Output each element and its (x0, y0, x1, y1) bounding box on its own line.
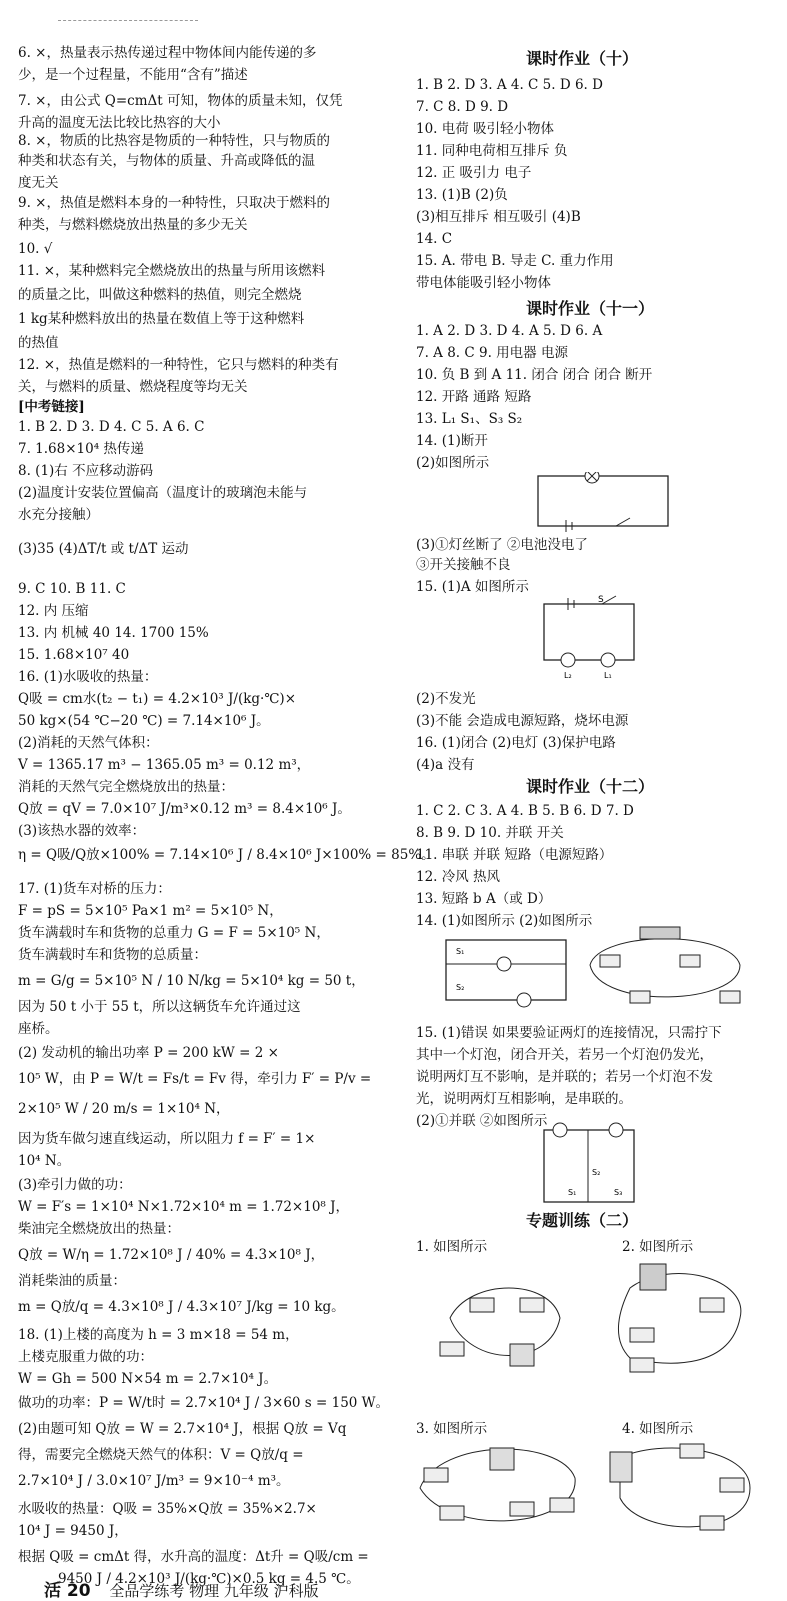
figure-1 (430, 1258, 580, 1388)
answer-line: 升高的温度无法比较比热容的大小 (18, 115, 221, 131)
answer-line: 根据 Q吸 = cmΔt 得，水升高的温度：Δt升 = Q吸/cm = (18, 1549, 369, 1565)
answer-line: η = Q吸/Q放×100% = 7.14×10⁶ J / 8.4×10⁶ J×100% = 85%。 (18, 847, 435, 863)
answer-line: 18. (1)上楼的高度为 h = 3 m×18 = 54 m， (18, 1327, 299, 1343)
answer-line: 光，说明两灯互相影响，是串联的。 (416, 1091, 632, 1107)
answer-line: ③开关接触不良 (416, 557, 511, 573)
answer-line: W = Gh = 500 N×54 m = 2.7×10⁴ J。 (18, 1371, 278, 1387)
answer-line: 3. 如图所示 (416, 1421, 488, 1437)
answer-line: 10⁴ N。 (18, 1153, 71, 1169)
page-number: 活 20 (44, 1581, 91, 1601)
answer-line: 说明两灯互不影响，是并联的；若另一个灯泡不发 (416, 1069, 713, 1085)
answer-line: 10⁵ W，由 P = W/t = Fs/t = Fv 得，牵引力 F′ = P/v = (18, 1071, 372, 1087)
answer-line: 9. ×，热值是燃料本身的一种特性，只取决于燃料的 (18, 195, 330, 211)
answer-line: 14. C (416, 231, 453, 247)
circuit-figure-14-1 (440, 930, 575, 1010)
answer-line: 因为货车做匀速直线运动，所以阻力 f = F′ = 1× (18, 1131, 316, 1147)
answer-line: 7. A 8. C 9. 用电器 电源 (416, 345, 568, 361)
answer-line: 8. ×，物质的比热容是物质的一种特性，只与物质的 (18, 133, 330, 149)
svg-text:S₂: S₂ (592, 1168, 601, 1177)
answer-line: 13. 内 机械 40 14. 1700 15% (18, 625, 209, 641)
answer-line: 13. (1)B (2)负 (416, 187, 508, 203)
svg-text:S₁: S₁ (456, 947, 465, 956)
answer-line: F = pS = 5×10⁵ Pa×1 m² = 5×10⁵ N， (18, 903, 283, 919)
answer-line: (2)①并联 ②如图所示 (416, 1113, 548, 1129)
page-footer (44, 1576, 319, 1601)
answer-line: Q放 = W/η = 1.72×10⁸ J / 40% = 4.3×10⁸ J， (18, 1247, 325, 1263)
answer-line: 因为 50 t 小于 55 t，所以这辆货车允许通过这 (18, 999, 301, 1015)
answer-line: 15. 1.68×10⁷ 40 (18, 647, 130, 663)
answer-line: 15. (1)错误 如果要验证两灯的连接情况，只需拧下 (416, 1025, 722, 1041)
answer-line: Q吸 = cm水(t₂ − t₁) = 4.2×10³ J/(kg·℃)× (18, 691, 297, 707)
answer-line: 2×10⁵ W / 20 m/s = 1×10⁴ N， (18, 1101, 230, 1117)
svg-text:S₁: S₁ (568, 1188, 577, 1197)
svg-text:L₁: L₁ (604, 671, 612, 680)
answer-line: 1 kg某种燃料放出的热量在数值上等于这种燃料 (18, 311, 305, 327)
answer-line: 7. 1.68×10⁴ 热传递 (18, 441, 144, 457)
answer-line: 14. (1)断开 (416, 433, 488, 449)
section-heading: 课时作业（十） (526, 49, 639, 68)
answer-line: 关，与燃料的质量、燃烧程度等均无关 (18, 379, 248, 395)
answer-line: 8. B 9. D 10. 并联 开关 (416, 825, 564, 841)
section-heading: 专题训练（二） (526, 1211, 639, 1230)
answer-line: (3)不能 会造成电源短路，烧坏电源 (416, 713, 629, 729)
answer-line: 10⁴ J = 9450 J， (18, 1523, 128, 1539)
section-heading: 课时作业（十一） (526, 299, 655, 318)
answer-line: 消耗的天然气完全燃烧放出的热量： (18, 779, 234, 795)
answer-line: (3)该热水器的效率： (18, 823, 146, 839)
svg-text:S₃: S₃ (614, 1188, 623, 1197)
answer-line: (2)消耗的天然气体积： (18, 735, 159, 751)
answer-line: 15. A. 带电 B. 导走 C. 重力作用 (416, 253, 614, 269)
answer-line: 7. ×，由公式 Q=cmΔt 可知，物体的质量未知，仅凭 (18, 93, 343, 109)
circuit-figure-14-2 (580, 925, 750, 1015)
answer-line: 15. (1)A 如图所示 (416, 579, 529, 595)
book-title: 全品学练考 物理 九年级 沪科版 (109, 1582, 319, 1600)
answer-line: (2)如图所示 (416, 455, 490, 471)
answer-line: 16. (1)闭合 (2)电灯 (3)保护电路 (416, 735, 616, 751)
answer-line: 水吸收的热量：Q吸 = 35%×Q放 = 35%×2.7× (18, 1501, 317, 1517)
section-heading: 课时作业（十二） (526, 777, 655, 796)
svg-text:L₂: L₂ (564, 671, 572, 680)
answer-line: 得，需要完全燃烧天然气的体积：V = Q放/q = (18, 1447, 304, 1463)
circuit-figure-15-2 (540, 1120, 640, 1210)
answer-line: (3)相互排斥 相互吸引 (4)B (416, 209, 581, 225)
svg-text:S: S (598, 595, 604, 605)
answer-line: (3)牵引力做的功： (18, 1177, 132, 1193)
answer-line: 消耗柴油的质量： (18, 1273, 126, 1289)
answer-line: 14. (1)如图所示 (2)如图所示 (416, 913, 593, 929)
answer-line: 货车满载时车和货物的总重力 G = F = 5×10⁵ N， (18, 925, 330, 941)
answer-line: V = 1365.17 m³ − 1365.05 m³ = 0.12 m³， (18, 757, 311, 773)
answer-line: 的热值 (18, 335, 59, 351)
left-last-line: 9450 J / 4.2×10³ J/(kg·℃)×0.5 kg = 4.5 ℃。 (58, 1571, 360, 1587)
answer-line: m = Q放/q = 4.3×10⁸ J / 4.3×10⁷ J/kg = 10 kg。 (18, 1299, 345, 1315)
answer-line: 10. 电荷 吸引轻小物体 (416, 121, 555, 137)
answer-line: (2)不发光 (416, 691, 476, 707)
circuit-figure-14 (536, 472, 671, 532)
answer-line: 4. 如图所示 (622, 1421, 694, 1437)
answer-line: (3)35 (4)ΔT/t 或 t/ΔT 运动 (18, 541, 189, 557)
answer-line: [中考链接] (18, 399, 85, 415)
answer-line: 12. 内 压缩 (18, 603, 89, 619)
answer-line: 16. (1)水吸收的热量： (18, 669, 158, 685)
answer-line: 度无关 (18, 175, 59, 191)
answer-line: Q放 = qV = 7.0×10⁷ J/m³×0.12 m³ = 8.4×10⁶ J。 (18, 801, 351, 817)
answer-line: 6. ×，热量表示热传递过程中物体间内能传递的多 (18, 45, 317, 61)
figure-2 (610, 1258, 760, 1388)
answer-line: 10. √ (18, 241, 53, 257)
figure-3 (410, 1438, 585, 1543)
answer-line: 10. 负 B 到 A 11. 闭合 闭合 闭合 断开 (416, 367, 653, 383)
answer-line: 货车满载时车和货物的总质量： (18, 947, 207, 963)
answer-line: 13. L₁ S₁、S₃ S₂ (416, 411, 523, 427)
answer-line: 12. 正 吸引力 电子 (416, 165, 532, 181)
answer-line: 种类，与燃料燃烧放出热量的多少无关 (18, 217, 248, 233)
answer-line: (3)①灯丝断了 ②电池没电了 (416, 537, 588, 553)
answer-line: 1. B 2. D 3. A 4. C 5. D 6. D (416, 77, 603, 93)
answer-line: 其中一个灯泡，闭合开关，若另一个灯泡仍发光， (416, 1047, 713, 1063)
answer-line: 2. 如图所示 (622, 1239, 694, 1255)
answer-line: 9. C 10. B 11. C (18, 581, 126, 597)
answer-line: 7. C 8. D 9. D (416, 99, 509, 115)
answer-line: 带电体能吸引轻小物体 (416, 275, 551, 291)
answer-line: (2) 发动机的输出功率 P = 200 kW = 2 × (18, 1045, 279, 1061)
answer-line: 12. 冷风 热风 (416, 869, 501, 885)
answer-line: 11. ×，某种燃料完全燃烧放出的热量与所用该燃料 (18, 263, 326, 279)
figure-4 (600, 1438, 760, 1543)
answer-line: (2)由题可知 Q放 = W = 2.7×10⁴ J，根据 Q放 = Vq (18, 1421, 347, 1437)
answer-line: 1. C 2. C 3. A 4. B 5. B 6. D 7. D (416, 803, 634, 819)
answer-line: 8. (1)右 不应移动游码 (18, 463, 154, 479)
answer-line: W = F′s = 1×10⁴ N×1.72×10⁴ m = 1.72×10⁸ J， (18, 1199, 350, 1215)
circuit-figure-15 (540, 594, 640, 684)
answer-line: (2)温度计安装位置偏高（温度计的玻璃泡未能与 (18, 485, 308, 501)
answer-line: 座桥。 (18, 1021, 59, 1037)
top-rule (58, 20, 198, 21)
answer-line: 2.7×10⁴ J / 3.0×10⁷ J/m³ = 9×10⁻⁴ m³。 (18, 1473, 290, 1489)
answer-line: 1. 如图所示 (416, 1239, 488, 1255)
answer-line: m = G/g = 5×10⁵ N / 10 N/kg = 5×10⁴ kg = 50 t， (18, 973, 365, 989)
answer-line: 水充分接触） (18, 507, 99, 523)
answer-line: 柴油完全燃烧放出的热量： (18, 1221, 180, 1237)
answer-line: 11. 串联 并联 短路（电源短路） (416, 847, 613, 863)
answer-line: 11. 同种电荷相互排斥 负 (416, 143, 568, 159)
answer-line: 上楼克服重力做的功： (18, 1349, 153, 1365)
answer-line: 13. 短路 b A（或 D） (416, 891, 552, 907)
answer-line: 做功的功率：P = W/t时 = 2.7×10⁴ J / 3×60 s = 150 W。 (18, 1395, 390, 1411)
answer-line: 种类和状态有关，与物体的质量、升高或降低的温 (18, 153, 315, 169)
answer-line: 1. A 2. D 3. D 4. A 5. D 6. A (416, 323, 603, 339)
answer-line: 12. ×，热值是燃料的一种特性，它只与燃料的种类有 (18, 357, 339, 373)
answer-line: 12. 开路 通路 短路 (416, 389, 532, 405)
answer-line: 1. B 2. D 3. D 4. C 5. A 6. C (18, 419, 205, 435)
answer-line: 的质量之比，叫做这种燃料的热值，则完全燃烧 (18, 287, 302, 303)
answer-line: 50 kg×(54 ℃−20 ℃) = 7.14×10⁶ J。 (18, 713, 270, 729)
answer-line: 17. (1)货车对桥的压力： (18, 881, 171, 897)
answer-line: (4)a 没有 (416, 757, 475, 773)
answer-line: 少，是一个过程量，不能用“含有”描述 (18, 67, 248, 83)
svg-text:S₂: S₂ (456, 983, 465, 992)
